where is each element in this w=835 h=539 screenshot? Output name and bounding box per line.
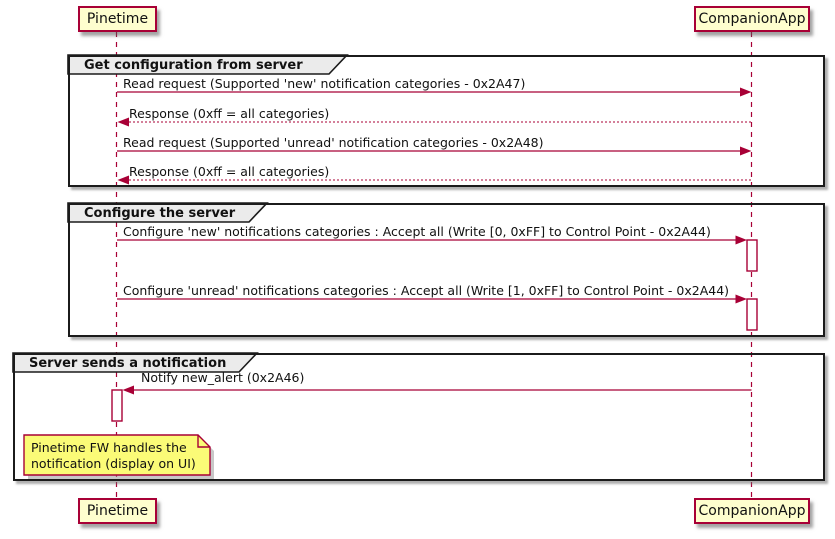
frame-1-title: Get configuration from server (84, 58, 303, 73)
participant-companionapp-bottom: CompanionApp (694, 498, 810, 524)
participant-pinetime-top: Pinetime (78, 6, 157, 32)
frame-3-title: Server sends a notification (29, 356, 227, 371)
message-configure-new: Configure 'new' notifications categories : Accept all (Write [0, 0xFF] to Control Point - 0x2A44) (123, 224, 711, 239)
message-response-new: Response (0xff = all categories) (129, 106, 330, 121)
message-configure-unread: Configure 'unread' notifications categories : Accept all (Write [1, 0xFF] to Control Point - 0x2A44) (123, 283, 730, 298)
note-line-1: Pinetime FW handles the (31, 440, 187, 455)
message-response-unread: Response (0xff = all categories) (129, 164, 330, 179)
message-notify-new-alert: Notify new_alert (0x2A46) (141, 370, 305, 385)
participant-pinetime-bottom: Pinetime (78, 498, 157, 524)
participant-companionapp-top: CompanionApp (694, 6, 810, 32)
message-read-request-unread: Read request (Supported 'unread' notification categories - 0x2A48) (123, 135, 544, 150)
message-read-request-new: Read request (Supported 'new' notification categories - 0x2A47) (123, 76, 526, 91)
frame-2-title: Configure the server (84, 206, 236, 221)
note-line-2: notification (display on UI) (31, 456, 196, 471)
note (31, 440, 196, 472)
